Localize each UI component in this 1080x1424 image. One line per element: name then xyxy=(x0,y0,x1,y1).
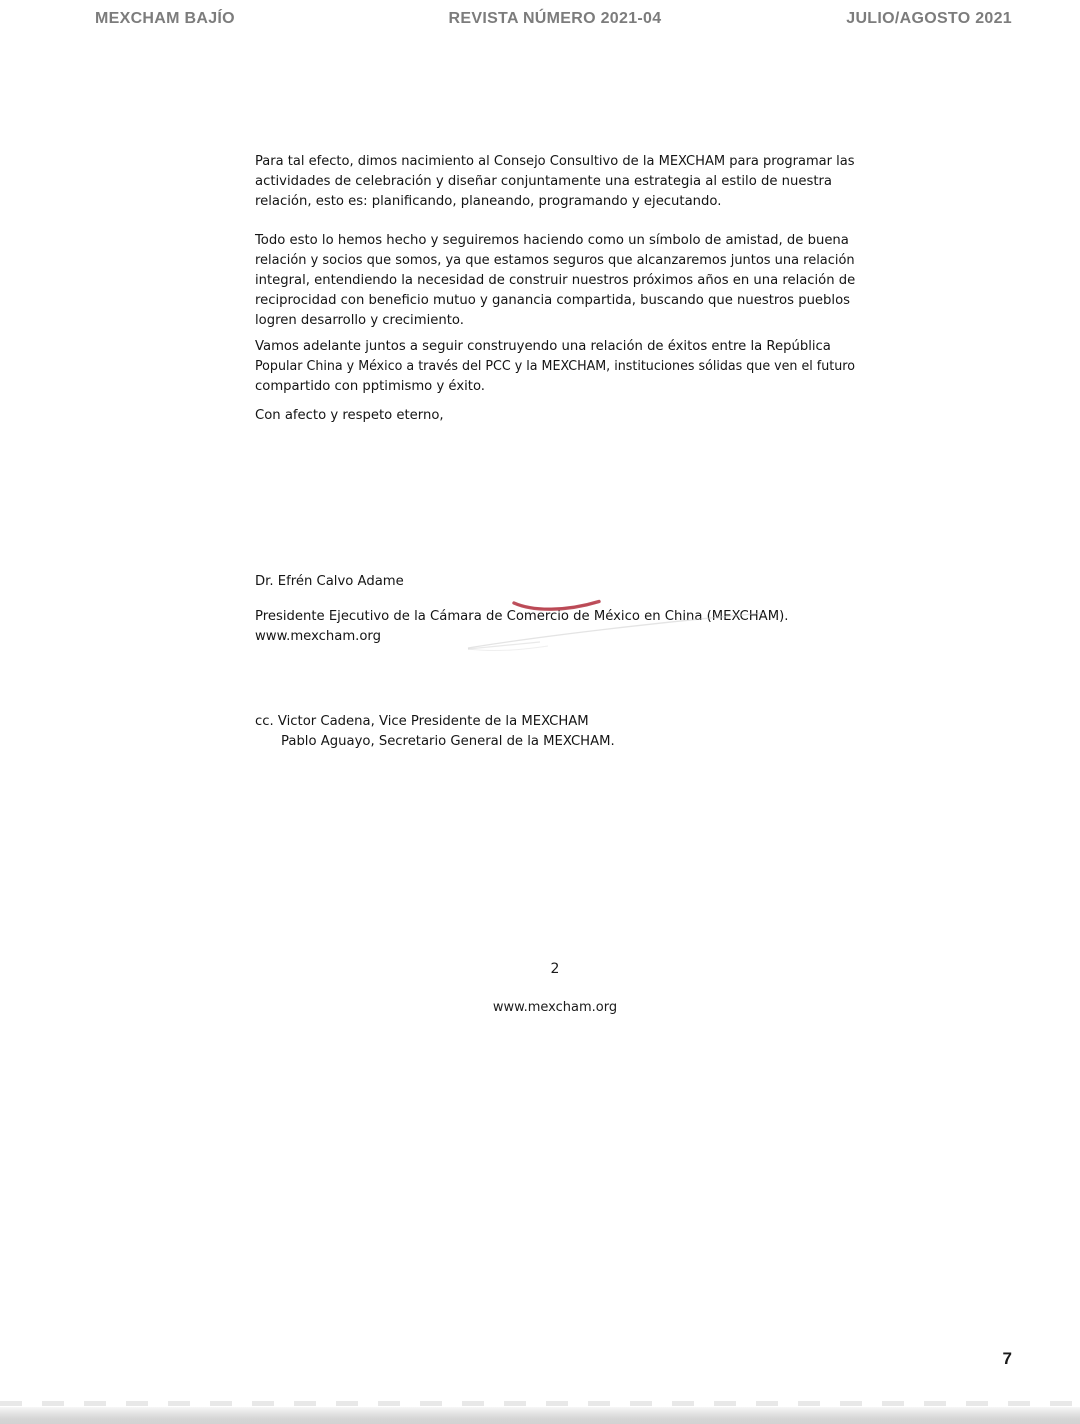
body-line: relación, esto es: planificando, planeando, programando y ejecutando. xyxy=(255,194,722,209)
body-line: compartido con pptimismo y éxito. xyxy=(255,379,485,394)
header-publication-name: MEXCHAM BAJÍO xyxy=(95,10,235,27)
body-line: relación y socios que somos, ya que estamos seguros que alcanzaremos juntos una relación xyxy=(255,253,855,268)
header-issue-number: REVISTA NÚMERO 2021-04 xyxy=(448,10,662,27)
body-line: Vamos adelante juntos a seguir construyendo una relación de éxitos entre la República xyxy=(255,339,831,354)
inner-page-number: 2 xyxy=(550,961,560,977)
scan-edge-dashes xyxy=(0,1401,1080,1406)
body-line: Popular China y México a través del PCC y la MEXCHAM, instituciones sólidas que ven el futuro xyxy=(255,359,855,374)
signatory-name: Dr. Efrén Calvo Adame xyxy=(255,574,404,589)
cc-line-2: Pablo Aguayo, Secretario General de la MEXCHAM. xyxy=(281,734,615,749)
body-line: actividades de celebración y diseñar conjuntamente una estrategia al estilo de nuestra xyxy=(255,174,832,189)
signatory-url: www.mexcham.org xyxy=(255,629,381,644)
letter-paragraph-2 xyxy=(255,231,855,331)
letter-paragraph-1 xyxy=(255,152,855,212)
cc-line-1: cc. Victor Cadena, Vice Presidente de la MEXCHAM xyxy=(255,714,589,729)
header-issue-date: JULIO/AGOSTO 2021 xyxy=(846,10,1012,27)
body-line: logren desarrollo y crecimiento. xyxy=(255,313,464,328)
body-line: integral, entendiendo la necesidad de construir nuestros próximos años en una relación de xyxy=(255,273,856,288)
closing-line: Con afecto y respeto eterno, xyxy=(255,408,444,423)
signatory-title: Presidente Ejecutivo de la Cámara de Comercio de México en China (MEXCHAM). xyxy=(255,609,789,624)
body-line: Todo esto lo hemos hecho y seguiremos haciendo como un símbolo de amistad, de buena xyxy=(255,233,849,248)
body-line: reciprocidad con beneficio mutuo y ganancia compartida, buscando que nuestros pueblos xyxy=(255,293,851,308)
scan-bottom-edge xyxy=(0,1407,1080,1424)
letter-paragraph-3 xyxy=(255,337,855,397)
body-line: Para tal efecto, dimos nacimiento al Consejo Consultivo de la MEXCHAM para programar las xyxy=(255,154,855,169)
page-number: 7 xyxy=(1002,1349,1012,1368)
footer-site-url: www.mexcham.org xyxy=(492,1000,618,1015)
